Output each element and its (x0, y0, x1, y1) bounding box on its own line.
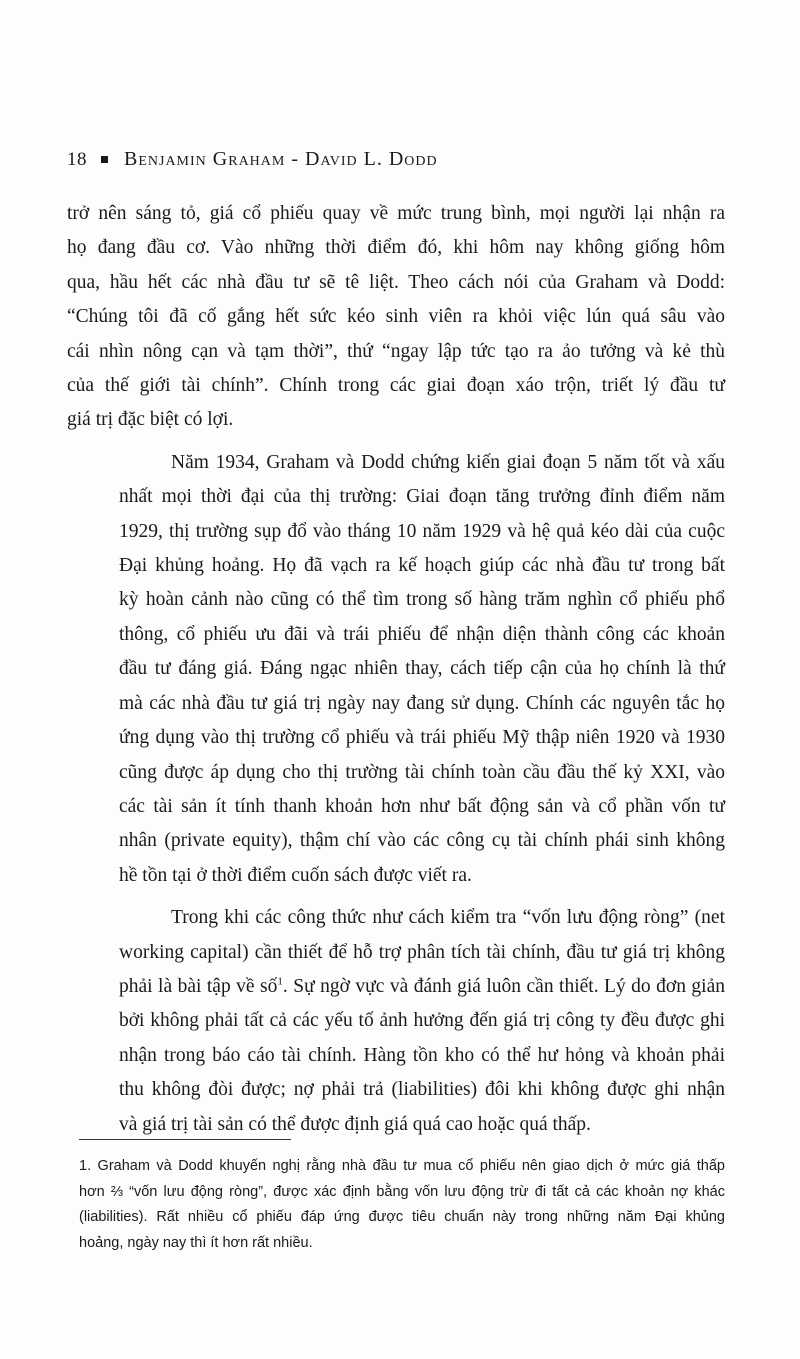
text-segment: phải là bài tập về số (119, 975, 278, 997)
text-line: và giá trị tài sản có thể được định giá quá cao hoặc quá thấp. (119, 1113, 591, 1135)
running-title: Benjamin Graham - David L. Dodd (124, 148, 438, 170)
text-line-with-footnote (67, 970, 725, 1004)
text-line: nhân (private equity), thậm chí vào các công cụ tài chính phái sinh không (119, 830, 725, 852)
footnote-line: (liabilities). Rất nhiều cổ phiếu đáp ứng được tiêu chuẩn này trong những năm Đại khủng (79, 1209, 725, 1225)
text-line: ứng dụng vào thị trường cổ phiếu và trái phiếu Mỹ thập niên 1920 và 1930 (119, 727, 725, 749)
footnote-divider (79, 1139, 291, 1140)
text-line: hề tồn tại ở thời điểm cuốn sách được viết ra. (119, 864, 472, 886)
text-line: trở nên sáng tỏ, giá cổ phiếu quay về mức trung bình, mọi người lại nhận ra (67, 203, 725, 224)
paragraph-3 (67, 901, 725, 1142)
text-line: nhất mọi thời đại của thị trường: Giai đoạn tăng trưởng đỉnh điểm năm (119, 486, 725, 508)
text-line: của thế giới tài chính”. Chính trong các giai đoạn xáo trộn, triết lý đầu tư (67, 375, 725, 397)
text-line: Trong khi các công thức như cách kiểm tra “vốn lưu động ròng” (net (171, 907, 725, 929)
text-line: các tài sản ít tính thanh khoản hơn như bất động sản và cổ phần vốn tư (119, 795, 725, 817)
page-number: 18 (67, 148, 87, 170)
text-line: bởi không phải tất cả các yếu tố ảnh hưởng đến giá trị công ty đều được ghi (119, 1010, 725, 1032)
text-line: Năm 1934, Graham và Dodd chứng kiến giai đoạn 5 năm tốt và xấu (171, 451, 725, 473)
text-line: “Chúng tôi đã cố gắng hết sức kéo sinh viên ra khỏi việc lún quá sâu vào (67, 306, 725, 328)
text-line: mà các nhà đầu tư giá trị ngày nay đang sử dụng. Chính các nguyên tắc họ (119, 692, 725, 714)
footnote-line: 1. Graham và Dodd khuyến nghị rằng nhà đầu tư mua cổ phiếu nên giao dịch ở mức giá thấp (79, 1158, 725, 1174)
footnote (79, 1154, 725, 1256)
body-text (67, 197, 725, 1142)
header-separator-square (101, 156, 108, 163)
page-header (67, 148, 438, 171)
footnote-line: hơn ⅔ “vốn lưu động ròng”, được xác định bằng vốn lưu động trừ đi tất cả các khoản nợ khác (79, 1183, 725, 1200)
text-line: nhận trong báo cáo tài chính. Hàng tồn kho có thể hư hỏng và khoản phải (119, 1044, 725, 1066)
text-line: cái nhìn nông cạn và tạm thời”, thứ “ngay lập tức tạo ra ảo tưởng và kẻ thù (67, 340, 725, 362)
text-line: họ đang đầu cơ. Vào những thời điểm đó, khi hôm nay không giống hôm (67, 237, 725, 259)
text-line: Đại khủng hoảng. Họ đã vạch ra kế hoạch giúp các nhà đầu tư trong bất (119, 555, 725, 577)
text-line: thông, cổ phiếu ưu đãi và trái phiếu để nhận diện thành công các khoản (119, 623, 725, 645)
text-line: working capital) cần thiết để hỗ trợ phân tích tài chính, đầu tư giá trị không (119, 941, 725, 963)
text-line: qua, hầu hết các nhà đầu tư sẽ tê liệt. Theo cách nói của Graham và Dodd: (67, 271, 725, 293)
text-line: đầu tư đáng giá. Đáng ngạc nhiên thay, cách tiếp cận của họ chính là thứ (119, 658, 725, 680)
footnote-reference: 1 (277, 975, 283, 988)
text-line: kỳ hoàn cảnh nào cũng có thể tìm trong số hàng trăm nghìn cổ phiếu phổ (119, 589, 725, 611)
paragraph-2 (67, 446, 725, 893)
text-line: giá trị đặc biệt có lợi. (67, 409, 234, 431)
paragraph-1 (67, 197, 725, 438)
text-line: thu không đòi được; nợ phải trả (liabilities) đôi khi không được ghi nhận (119, 1079, 725, 1101)
text-line: 1929, thị trường sụp đổ vào tháng 10 năm 1929 và hệ quả kéo dài của cuộc (119, 520, 725, 542)
text-segment: . Sự ngờ vực và đánh giá luôn cần thiết. Lý do đơn giản (282, 975, 725, 997)
footnote-line: hoảng, ngày nay thì ít hơn rất nhiều. (79, 1234, 313, 1251)
text-line: cũng được áp dụng cho thị trường tài chính toàn cầu đầu thế kỷ XXI, vào (119, 761, 725, 783)
